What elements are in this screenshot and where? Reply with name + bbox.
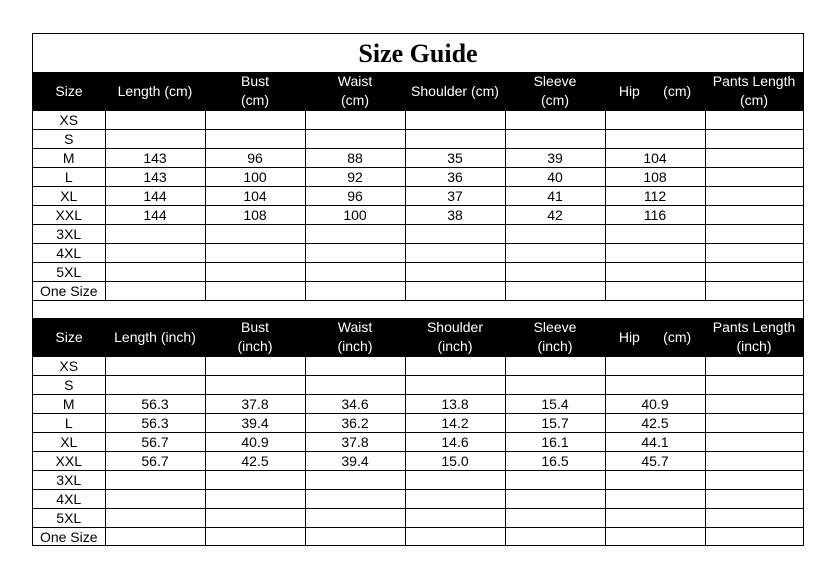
- measurement-cell: 44.1: [605, 433, 705, 452]
- size-label-cell: XXL: [33, 452, 105, 471]
- measurement-cell: [205, 225, 305, 244]
- measurement-cell: [305, 376, 405, 395]
- measurement-cell: [205, 528, 305, 547]
- column-header-line: (inch): [237, 338, 273, 354]
- table-spacer: [33, 300, 803, 318]
- column-header-line: (inch): [337, 338, 373, 354]
- measurement-cell: [505, 357, 605, 376]
- measurement-cell: [505, 111, 605, 130]
- measurement-cell: [605, 490, 705, 509]
- measurement-cell: [705, 149, 803, 168]
- measurement-cell: 13.8: [405, 395, 505, 414]
- measurement-cell: [705, 168, 803, 187]
- size-label-cell: L: [33, 168, 105, 187]
- table-row: [33, 376, 803, 395]
- measurement-cell: [405, 225, 505, 244]
- table-row: [33, 395, 803, 414]
- measurement-cell: [505, 282, 605, 301]
- size-label-cell: M: [33, 395, 105, 414]
- measurement-cell: [305, 282, 405, 301]
- measurement-cell: [405, 357, 505, 376]
- measurement-cell: [105, 357, 205, 376]
- measurement-cell: 15.7: [505, 414, 605, 433]
- measurement-cell: [505, 376, 605, 395]
- measurement-cell: [705, 357, 803, 376]
- measurement-cell: [205, 376, 305, 395]
- size-label-cell: 3XL: [33, 225, 105, 244]
- column-header-line: (cm): [541, 92, 569, 108]
- measurement-cell: [405, 263, 505, 282]
- measurement-cell: [105, 244, 205, 263]
- measurement-cell: [505, 130, 605, 149]
- measurement-cell: 143: [105, 168, 205, 187]
- measurement-cell: 39.4: [205, 414, 305, 433]
- measurement-cell: 144: [105, 206, 205, 225]
- measurement-cell: [605, 244, 705, 263]
- size-label-cell: XS: [33, 357, 105, 376]
- measurement-cell: 88: [305, 149, 405, 168]
- measurement-cell: [605, 471, 705, 490]
- measurement-cell: [605, 509, 705, 528]
- measurement-cell: 42.5: [205, 452, 305, 471]
- size-label-cell: One Size: [33, 282, 105, 301]
- size-label-cell: 3XL: [33, 471, 105, 490]
- size-label-cell: 5XL: [33, 263, 105, 282]
- column-header: [105, 72, 205, 111]
- column-header-line: (inch): [437, 338, 473, 354]
- measurement-cell: 16.5: [505, 452, 605, 471]
- measurement-cell: 92: [305, 168, 405, 187]
- measurement-cell: [405, 471, 505, 490]
- table-row: [33, 452, 803, 471]
- table-row: [33, 149, 803, 168]
- measurement-cell: [705, 130, 803, 149]
- column-header: [205, 318, 305, 357]
- measurement-cell: 104: [605, 149, 705, 168]
- size-label-cell: XXL: [33, 206, 105, 225]
- measurement-cell: [705, 244, 803, 263]
- measurement-cell: 108: [205, 206, 305, 225]
- measurement-cell: [705, 376, 803, 395]
- measurement-cell: [405, 376, 505, 395]
- measurement-cell: 96: [305, 187, 405, 206]
- table-row: [33, 263, 803, 282]
- measurement-cell: [105, 111, 205, 130]
- measurement-cell: [205, 490, 305, 509]
- column-header: [605, 318, 705, 357]
- measurement-cell: [305, 509, 405, 528]
- measurement-cell: 100: [205, 168, 305, 187]
- measurement-cell: [505, 263, 605, 282]
- measurement-cell: [205, 130, 305, 149]
- column-header: [33, 318, 105, 357]
- measurement-cell: [405, 490, 505, 509]
- column-header: [33, 72, 105, 111]
- table-header-row: [33, 72, 803, 111]
- column-header: [305, 318, 405, 357]
- measurement-cell: [205, 244, 305, 263]
- column-header: [305, 72, 405, 111]
- measurement-cell: [405, 111, 505, 130]
- measurement-cell: [105, 509, 205, 528]
- column-header-line: Pants Length: [712, 73, 796, 89]
- table-row: [33, 282, 803, 301]
- measurement-cell: [705, 433, 803, 452]
- measurement-cell: 35: [405, 149, 505, 168]
- measurement-cell: 56.7: [105, 452, 205, 471]
- column-header-line: Length (inch): [114, 328, 196, 345]
- column-header: [205, 72, 305, 111]
- measurement-cell: [305, 528, 405, 547]
- column-header-line: (cm): [341, 92, 369, 108]
- table-row: [33, 509, 803, 528]
- measurement-cell: [605, 376, 705, 395]
- measurement-cell: [505, 528, 605, 547]
- measurement-cell: 36.2: [305, 414, 405, 433]
- size-label-cell: 4XL: [33, 490, 105, 509]
- measurement-cell: 14.6: [405, 433, 505, 452]
- measurement-cell: [505, 509, 605, 528]
- measurement-cell: [705, 111, 803, 130]
- measurement-cell: [405, 509, 505, 528]
- measurement-cell: [705, 187, 803, 206]
- measurement-cell: 37.8: [205, 395, 305, 414]
- column-header: [405, 318, 505, 357]
- measurement-cell: [205, 282, 305, 301]
- size-table-inch: [33, 318, 803, 546]
- measurement-cell: [405, 282, 505, 301]
- measurement-cell: 42: [505, 206, 605, 225]
- column-header-line: Size: [55, 82, 83, 99]
- measurement-cell: [705, 471, 803, 490]
- column-header-line: Size: [55, 328, 83, 345]
- measurement-cell: 15.4: [505, 395, 605, 414]
- measurement-cell: [705, 395, 803, 414]
- measurement-cell: 116: [605, 206, 705, 225]
- measurement-cell: [205, 471, 305, 490]
- measurement-cell: 39: [505, 149, 605, 168]
- column-header-line: (inch): [736, 338, 772, 354]
- measurement-cell: 45.7: [605, 452, 705, 471]
- measurement-cell: 40.9: [205, 433, 305, 452]
- measurement-cell: 38: [405, 206, 505, 225]
- measurement-cell: 56.3: [105, 414, 205, 433]
- measurement-cell: [405, 528, 505, 547]
- measurement-cell: 143: [105, 149, 205, 168]
- size-label-cell: XL: [33, 433, 105, 452]
- measurement-cell: 56.3: [105, 395, 205, 414]
- measurement-cell: 42.5: [605, 414, 705, 433]
- measurement-cell: [605, 111, 705, 130]
- measurement-cell: [405, 244, 505, 263]
- measurement-cell: [105, 225, 205, 244]
- measurement-cell: [705, 452, 803, 471]
- measurement-cell: [105, 376, 205, 395]
- measurement-cell: 41: [505, 187, 605, 206]
- measurement-cell: [605, 130, 705, 149]
- measurement-cell: [105, 130, 205, 149]
- measurement-cell: [205, 111, 305, 130]
- measurement-cell: 96: [205, 149, 305, 168]
- table-row: [33, 414, 803, 433]
- measurement-cell: [305, 130, 405, 149]
- column-header-line: Shoulder: [426, 319, 484, 335]
- measurement-cell: [305, 111, 405, 130]
- measurement-cell: [305, 244, 405, 263]
- measurement-cell: [105, 471, 205, 490]
- measurement-cell: 37.8: [305, 433, 405, 452]
- measurement-cell: 104: [205, 187, 305, 206]
- measurement-cell: [305, 263, 405, 282]
- table-row: [33, 225, 803, 244]
- column-header-line: Hip (cm): [618, 328, 692, 345]
- table-row: [33, 168, 803, 187]
- measurement-cell: [605, 357, 705, 376]
- table-row: [33, 490, 803, 509]
- column-header: [505, 72, 605, 111]
- column-header-line: Waist: [337, 73, 373, 89]
- size-label-cell: M: [33, 149, 105, 168]
- measurement-cell: [705, 206, 803, 225]
- size-label-cell: S: [33, 376, 105, 395]
- measurement-cell: [305, 357, 405, 376]
- measurement-cell: 112: [605, 187, 705, 206]
- table-row: [33, 528, 803, 547]
- size-label-cell: L: [33, 414, 105, 433]
- measurement-cell: [505, 490, 605, 509]
- measurement-cell: 56.7: [105, 433, 205, 452]
- table-row: [33, 433, 803, 452]
- table-row: [33, 244, 803, 263]
- measurement-cell: [305, 490, 405, 509]
- column-header-line: Bust: [240, 319, 269, 335]
- size-table-cm: [33, 72, 803, 300]
- size-label-cell: One Size: [33, 528, 105, 547]
- table-header-row: [33, 318, 803, 357]
- measurement-cell: 15.0: [405, 452, 505, 471]
- measurement-cell: [305, 471, 405, 490]
- measurement-cell: [105, 263, 205, 282]
- measurement-cell: [705, 263, 803, 282]
- measurement-cell: 40: [505, 168, 605, 187]
- column-header: [405, 72, 505, 111]
- measurement-cell: [705, 414, 803, 433]
- measurement-cell: [605, 282, 705, 301]
- column-header: [705, 318, 803, 357]
- column-header-line: Hip (cm): [618, 82, 692, 99]
- measurement-cell: [605, 225, 705, 244]
- column-header-line: Length (cm): [117, 82, 193, 99]
- table-row: [33, 111, 803, 130]
- table-row: [33, 357, 803, 376]
- measurement-cell: 144: [105, 187, 205, 206]
- table-row: [33, 471, 803, 490]
- measurement-cell: 34.6: [305, 395, 405, 414]
- measurement-cell: 100: [305, 206, 405, 225]
- measurement-cell: [105, 282, 205, 301]
- measurement-cell: [505, 471, 605, 490]
- measurement-cell: [205, 263, 305, 282]
- measurement-cell: [205, 509, 305, 528]
- size-label-cell: XS: [33, 111, 105, 130]
- table-row: [33, 206, 803, 225]
- measurement-cell: [605, 263, 705, 282]
- column-header-line: Sleeve: [533, 319, 577, 335]
- size-label-cell: 5XL: [33, 509, 105, 528]
- size-label-cell: XL: [33, 187, 105, 206]
- column-header-line: (cm): [740, 92, 768, 108]
- column-header-line: (cm): [241, 92, 269, 108]
- measurement-cell: 108: [605, 168, 705, 187]
- column-header-line: Shoulder (cm): [411, 82, 499, 99]
- measurement-cell: 39.4: [305, 452, 405, 471]
- column-header: [705, 72, 803, 111]
- measurement-cell: [105, 528, 205, 547]
- measurement-cell: 14.2: [405, 414, 505, 433]
- table-row: [33, 130, 803, 149]
- column-header: [105, 318, 205, 357]
- column-header: [505, 318, 605, 357]
- measurement-cell: [705, 528, 803, 547]
- measurement-cell: [505, 244, 605, 263]
- column-header: [605, 72, 705, 111]
- measurement-cell: [705, 509, 803, 528]
- column-header-line: Bust: [240, 73, 269, 89]
- column-header-line: Waist: [337, 319, 373, 335]
- table-row: [33, 187, 803, 206]
- measurement-cell: [305, 225, 405, 244]
- measurement-cell: [205, 357, 305, 376]
- size-label-cell: S: [33, 130, 105, 149]
- measurement-cell: [505, 225, 605, 244]
- size-label-cell: 4XL: [33, 244, 105, 263]
- column-header-line: Sleeve: [533, 73, 577, 89]
- measurement-cell: [405, 130, 505, 149]
- column-header-line: (inch): [537, 338, 573, 354]
- page-title: Size Guide: [358, 39, 478, 68]
- measurement-cell: 40.9: [605, 395, 705, 414]
- measurement-cell: 16.1: [505, 433, 605, 452]
- measurement-cell: [705, 282, 803, 301]
- measurement-cell: 37: [405, 187, 505, 206]
- column-header-line: Pants Length: [712, 319, 796, 335]
- measurement-cell: [105, 490, 205, 509]
- measurement-cell: [705, 225, 803, 244]
- measurement-cell: [605, 528, 705, 547]
- size-guide-frame: [32, 33, 804, 546]
- measurement-cell: 36: [405, 168, 505, 187]
- measurement-cell: [705, 490, 803, 509]
